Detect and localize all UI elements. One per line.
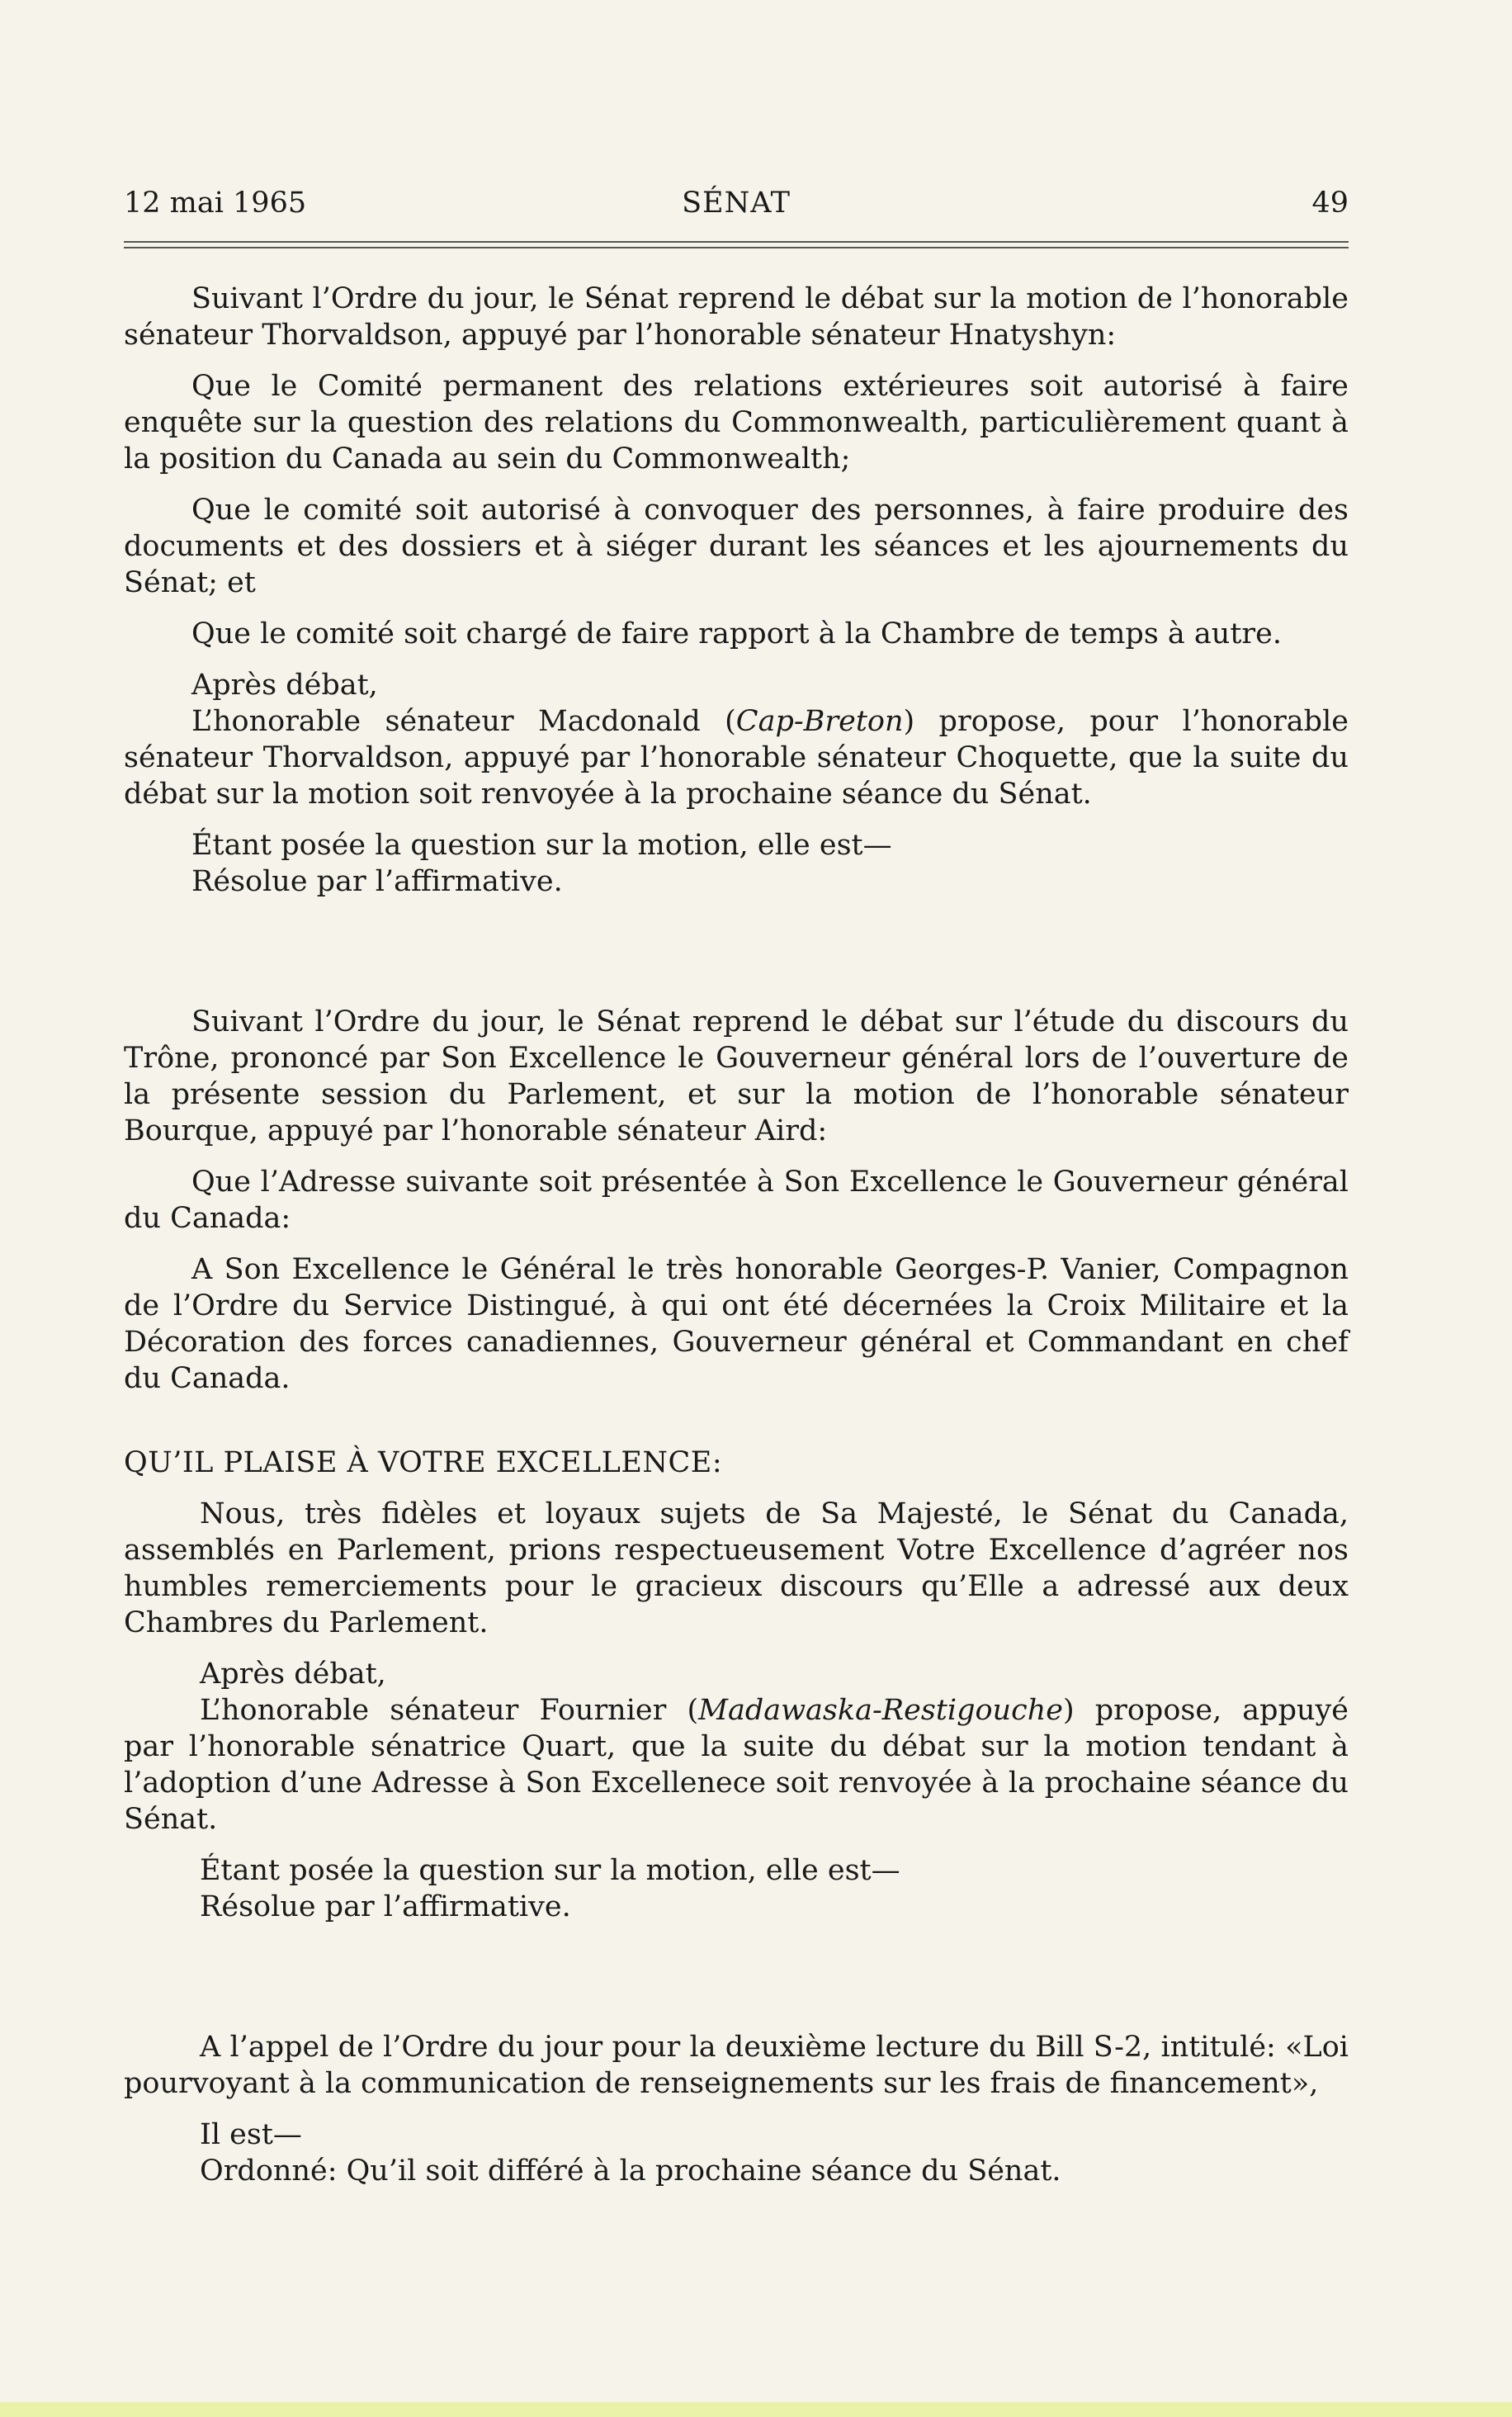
- paragraph: Suivant l’Ordre du jour, le Sénat reprend le débat sur l’étude du discours du Trône, prononcé par Son Excellence le Gouverneur général lors de l’ouverture de la présente session du Parlement, et sur la motion de l’honorable sénateur Bourque, appuyé par l’honorable sénateur Aird:: [124, 1005, 1349, 1147]
- paragraph: A Son Excellence le Général le très honorable Georges-P. Vanier, Compagnon de l’Ordre du Service Distingué, à qui ont été décernées la Croix Militaire et la Décoration des forces canadiennes, Gouverneur général et Commandant en chef du Canada.: [124, 1253, 1349, 1395]
- paragraph: Étant posée la question sur la motion, elle est—: [191, 829, 892, 862]
- page-header: [124, 180, 1349, 226]
- address-heading: QU’IL PLAISE À VOTRE EXCELLENCE:: [124, 1446, 723, 1479]
- paragraph: Suivant l’Ordre du jour, le Sénat reprend le débat sur la motion de l’honorable sénateur Thorvaldson, appuyé par l’honorable sénateur Hnatyshyn:: [124, 282, 1349, 352]
- paragraph-text: ) propose, appuyé par l’honorable sénatrice Quart, que la suite du débat sur la motion tendant à l’adoption d’une Adresse à Son Excellenece soit renvoyée à la prochaine séance du Sénat.: [124, 1694, 1349, 1836]
- scan-edge-strip: [0, 2402, 1512, 2417]
- header-rule-bottom: [124, 247, 1349, 248]
- paragraph: Résolue par l’affirmative.: [191, 865, 563, 898]
- document-body: [124, 281, 1349, 2189]
- place-name: Cap-Breton: [735, 705, 904, 738]
- paragraph: Après débat,: [200, 1658, 386, 1691]
- header-date: 12 mai 1965: [124, 187, 307, 220]
- paragraph: Que le comité soit chargé de faire rapport à la Chambre de temps à autre.: [191, 617, 1282, 650]
- paragraph: Étant posée la question sur la motion, elle est—: [200, 1854, 900, 1887]
- paragraph: Ordonné: Qu’il soit différé à la prochaine séance du Sénat.: [200, 2154, 1061, 2188]
- paragraph-text: ) propose, pour l’honorable sénateur Thorvaldson, appuyé par l’honorable sénateur Choquette, que la suite du débat sur la motion soit renvoyée à la prochaine séance du Sénat.: [124, 705, 1349, 811]
- paragraph: [124, 703, 1349, 812]
- paragraph: Que le comité soit autorisé à convoquer des personnes, à faire produire des documents et des dossiers et à siéger durant les séances et les ajournements du Sénat; et: [124, 494, 1349, 599]
- paragraph-text: L’honorable sénateur Macdonald (: [191, 705, 736, 738]
- paragraph: Que l’Adresse suivante soit présentée à Son Excellence le Gouverneur général du Canada:: [124, 1166, 1349, 1235]
- paragraph: A l’appel de l’Ordre du jour pour la deuxième lecture du Bill S-2, intitulé: «Loi pourvoyant à la communication de renseignements sur les frais de financement»,: [124, 2031, 1349, 2100]
- paragraph-text: L’honorable sénateur Fournier (: [200, 1694, 699, 1727]
- paragraph: [124, 1692, 1349, 1838]
- paragraph: Nous, très fidèles et loyaux sujets de Sa Majesté, le Sénat du Canada, assemblés en Parlement, prions respectueusement Votre Excellence d’agréer nos humbles remerciements pour le gracieux discours qu’Elle a adressé aux deux Chambres du Parlement.: [124, 1497, 1349, 1639]
- paragraph: Résolue par l’affirmative.: [200, 1890, 571, 1923]
- paragraph: Après débat,: [191, 669, 378, 702]
- paragraph: Que le Comité permanent des relations extérieures soit autorisé à faire enquête sur la question des relations du Commonwealth, particulièrement quant à la position du Canada au sein du Commonwealth;: [124, 370, 1349, 475]
- place-name: Madawaska-Restigouche: [698, 1694, 1063, 1727]
- header-rule-top: [124, 241, 1349, 243]
- page-number: 49: [1311, 187, 1349, 220]
- document-page: [124, 0, 1349, 2417]
- paragraph: Il est—: [200, 2118, 302, 2151]
- header-title: SÉNAT: [682, 187, 791, 220]
